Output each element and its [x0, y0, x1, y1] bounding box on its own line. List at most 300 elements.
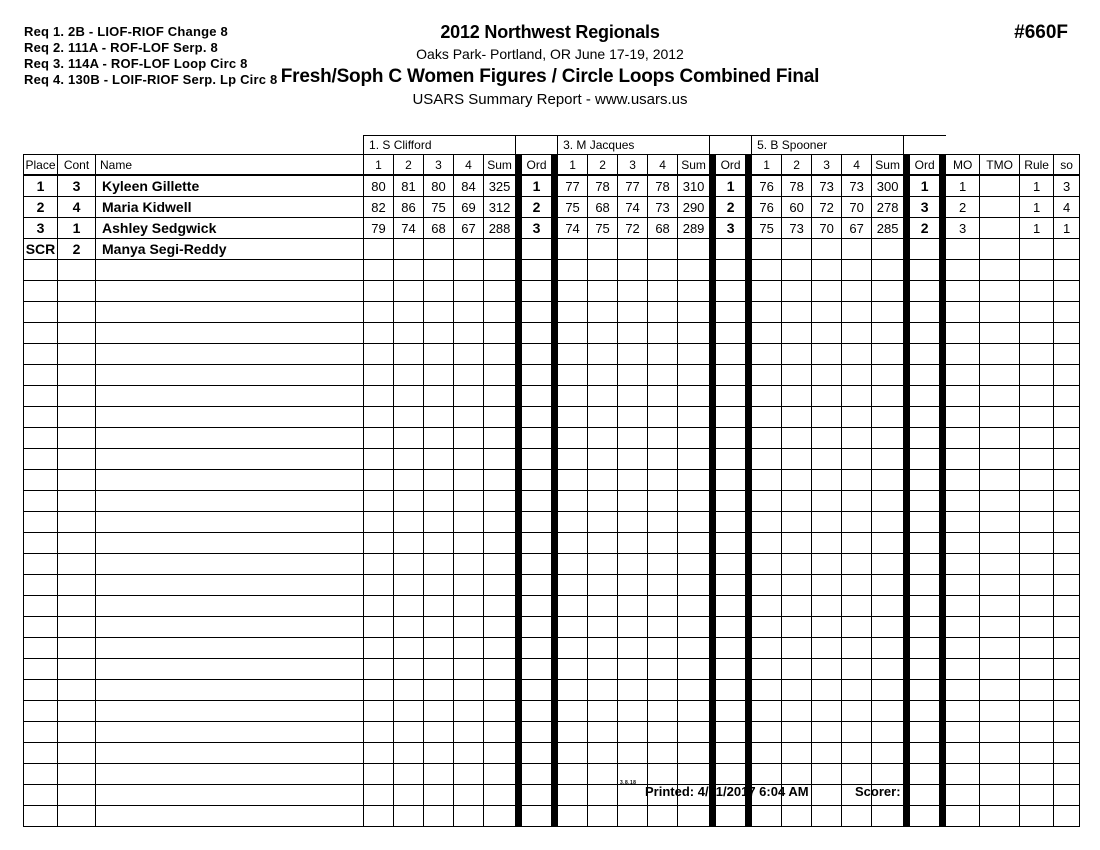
table-row-empty[interactable]	[24, 743, 1080, 764]
cell-judge1-score	[394, 512, 424, 533]
cell-judge2-score1: 74	[558, 218, 588, 239]
cell-judge1-score	[364, 722, 394, 743]
cell-judge2-score	[618, 365, 648, 386]
cell-so: 3	[1054, 175, 1080, 197]
cell-right	[980, 638, 1020, 659]
cell-judge1-score	[454, 512, 484, 533]
cell-place	[24, 365, 58, 386]
cell-judge3-ord	[910, 428, 940, 449]
table-row-empty[interactable]	[24, 365, 1080, 386]
cell-cont	[58, 743, 96, 764]
cell-judge3-score	[812, 743, 842, 764]
cell-judge3-ord	[910, 575, 940, 596]
cell-judge1-score	[394, 344, 424, 365]
cell-judge3-score	[812, 512, 842, 533]
header-judge2-ord: Ord	[716, 155, 746, 176]
cell-judge1-score	[454, 743, 484, 764]
cell-judge2-score	[618, 680, 648, 701]
cell-right	[946, 281, 980, 302]
cell-judge1-score	[484, 575, 516, 596]
cell-judge3-score	[782, 491, 812, 512]
cell-judge1-score	[394, 323, 424, 344]
cell-judge2-score	[648, 428, 678, 449]
cell-right	[946, 806, 980, 827]
cell-judge1-score	[484, 428, 516, 449]
cell-judge1-ord	[522, 428, 552, 449]
cell-judge1-score	[424, 386, 454, 407]
cell-judge2-score	[618, 575, 648, 596]
table-row-empty[interactable]	[24, 785, 1080, 806]
cell-judge1-score	[424, 344, 454, 365]
cell-name	[96, 533, 364, 554]
cell-judge3-sum: 285	[872, 218, 904, 239]
cell-judge1-sum: 325	[484, 175, 516, 197]
cell-cont	[58, 323, 96, 344]
header-judge1-col1: 1	[364, 155, 394, 176]
cell-right	[1054, 365, 1080, 386]
cell-right	[946, 554, 980, 575]
cell-judge3-score4: 70	[842, 197, 872, 218]
cell-judge3-score	[782, 281, 812, 302]
header-judge2-col4: 4	[648, 155, 678, 176]
cell-judge2-score	[588, 365, 618, 386]
cell-right	[1054, 302, 1080, 323]
cell-judge1-score	[484, 386, 516, 407]
cell-judge3-score	[872, 554, 904, 575]
cell-judge1-score	[424, 512, 454, 533]
judge-band-row	[24, 136, 1080, 155]
cell-name	[96, 743, 364, 764]
cell-cont	[58, 386, 96, 407]
header-judge1-col3: 3	[424, 155, 454, 176]
cell-right	[1054, 701, 1080, 722]
cell-judge1-score	[364, 764, 394, 785]
cell-judge1-score	[484, 281, 516, 302]
cell-right	[946, 575, 980, 596]
cell-judge1-score	[394, 449, 424, 470]
cell-right	[946, 680, 980, 701]
cell-judge3-score	[812, 722, 842, 743]
cell-right	[1020, 470, 1054, 491]
cell-judge3-score	[812, 428, 842, 449]
cell-cont	[58, 638, 96, 659]
cell-judge1-score	[364, 638, 394, 659]
cell-judge2-score3: 72	[618, 218, 648, 239]
cell-judge3-score	[872, 638, 904, 659]
cell-judge1-score	[454, 785, 484, 806]
cell-judge3-score	[782, 470, 812, 491]
cell-name	[96, 365, 364, 386]
cell-judge1-score	[364, 470, 394, 491]
cell-place	[24, 659, 58, 680]
table-row-empty[interactable]	[24, 260, 1080, 281]
cell-judge1-score	[394, 701, 424, 722]
cell-place	[24, 260, 58, 281]
cell-right	[1020, 344, 1054, 365]
cell-judge3-score	[752, 680, 782, 701]
cell-judge1-score	[484, 722, 516, 743]
cell-judge2-sum: 310	[678, 175, 710, 197]
cell-judge1-ord	[522, 491, 552, 512]
table-row-empty[interactable]	[24, 722, 1080, 743]
cell-place: 1	[24, 175, 58, 197]
table-row-empty[interactable]	[24, 764, 1080, 785]
cell-judge1-score	[394, 470, 424, 491]
cell-judge2-score	[648, 680, 678, 701]
cell-judge1-score	[424, 365, 454, 386]
cell-judge2-score	[558, 302, 588, 323]
cell-judge2-ord	[716, 764, 746, 785]
header-tmo: TMO	[980, 155, 1020, 176]
requirement-line-1: Req 1. 2B - LIOF-RIOF Change 8	[24, 24, 228, 39]
cell-judge3-score	[842, 365, 872, 386]
cell-judge1-score	[454, 533, 484, 554]
table-row-empty[interactable]	[24, 617, 1080, 638]
cell-right	[980, 617, 1020, 638]
cell-judge2-score2	[588, 239, 618, 260]
cell-judge2-ord	[716, 260, 746, 281]
cell-cont	[58, 722, 96, 743]
cell-judge3-score	[752, 302, 782, 323]
cell-right	[980, 680, 1020, 701]
table-row-empty[interactable]	[24, 701, 1080, 722]
table-row[interactable]	[24, 239, 1080, 260]
cell-cont: 1	[58, 218, 96, 239]
table-row[interactable]	[24, 175, 1080, 197]
cell-judge3-score	[812, 554, 842, 575]
cell-judge1-score	[424, 638, 454, 659]
cell-judge3-score	[872, 344, 904, 365]
cell-judge1-score	[394, 365, 424, 386]
cell-judge2-score4: 73	[648, 197, 678, 218]
table-row-empty[interactable]	[24, 323, 1080, 344]
cell-judge1-score	[394, 554, 424, 575]
cell-judge1-score	[394, 407, 424, 428]
header-cont: Cont	[58, 155, 96, 176]
cell-judge2-ord	[716, 386, 746, 407]
cell-judge2-score	[588, 743, 618, 764]
cell-judge3-score	[842, 470, 872, 491]
cell-judge1-score	[364, 302, 394, 323]
table-row-empty[interactable]	[24, 302, 1080, 323]
cell-judge1-score	[484, 680, 516, 701]
score-sheet	[23, 135, 1073, 827]
cell-judge2-score	[618, 638, 648, 659]
cell-right	[946, 533, 980, 554]
table-row-empty[interactable]	[24, 638, 1080, 659]
cell-right	[1054, 680, 1080, 701]
cell-judge1-score	[424, 281, 454, 302]
cell-judge2-ord	[716, 575, 746, 596]
cell-judge2-score	[648, 659, 678, 680]
cell-cont	[58, 701, 96, 722]
header-judge3-col5: Sum	[872, 155, 904, 176]
cell-right	[1020, 533, 1054, 554]
cell-name: Maria Kidwell	[96, 197, 364, 218]
cell-judge3-score	[782, 596, 812, 617]
table-row-empty[interactable]	[24, 344, 1080, 365]
cell-name	[96, 806, 364, 827]
table-row-empty[interactable]	[24, 533, 1080, 554]
cell-right	[980, 722, 1020, 743]
cell-judge1-score	[424, 260, 454, 281]
header-judge1-col5: Sum	[484, 155, 516, 176]
cell-judge1-ord	[522, 239, 552, 260]
cell-right	[946, 470, 980, 491]
cell-judge2-score	[678, 386, 710, 407]
cell-judge1-ord	[522, 470, 552, 491]
cell-judge3-score	[812, 302, 842, 323]
cell-right	[1054, 554, 1080, 575]
cell-judge1-score	[364, 365, 394, 386]
cell-judge2-ord	[716, 323, 746, 344]
cell-name	[96, 638, 364, 659]
cell-right	[1020, 428, 1054, 449]
cell-judge2-score	[558, 470, 588, 491]
table-row-empty[interactable]	[24, 512, 1080, 533]
cell-judge2-score	[558, 617, 588, 638]
cell-judge1-score	[394, 764, 424, 785]
cell-right	[1020, 302, 1054, 323]
cell-judge3-score	[752, 554, 782, 575]
cell-judge2-score	[678, 680, 710, 701]
cell-judge3-score4: 73	[842, 175, 872, 197]
cell-judge2-score	[588, 806, 618, 827]
cell-judge2-score	[648, 764, 678, 785]
cell-judge2-score	[648, 512, 678, 533]
cell-judge1-score	[394, 302, 424, 323]
cell-judge3-score	[872, 281, 904, 302]
cell-cont	[58, 470, 96, 491]
table-row-empty[interactable]	[24, 680, 1080, 701]
cell-judge1-ord	[522, 743, 552, 764]
cell-judge3-ord	[910, 281, 940, 302]
cell-judge3-score	[782, 386, 812, 407]
header-judge3-col1: 1	[752, 155, 782, 176]
cell-judge1-score	[484, 638, 516, 659]
cell-judge1-score	[484, 533, 516, 554]
table-row-empty[interactable]	[24, 407, 1080, 428]
cell-judge3-score	[872, 806, 904, 827]
cell-judge2-score	[618, 785, 648, 806]
cell-judge2-score	[648, 638, 678, 659]
cell-name	[96, 785, 364, 806]
cell-judge3-score	[752, 743, 782, 764]
cell-judge1-score	[364, 617, 394, 638]
cell-judge2-score	[648, 575, 678, 596]
cell-judge1-score	[484, 449, 516, 470]
header-rule: Rule	[1020, 155, 1054, 176]
cell-right	[1020, 554, 1054, 575]
cell-judge1-ord	[522, 701, 552, 722]
cell-judge1-score3: 68	[424, 218, 454, 239]
cell-right	[1020, 596, 1054, 617]
cell-judge1-ord	[522, 638, 552, 659]
table-row-empty[interactable]	[24, 281, 1080, 302]
cell-judge2-ord	[716, 491, 746, 512]
table-row-empty[interactable]	[24, 806, 1080, 827]
table-row-empty[interactable]	[24, 428, 1080, 449]
page-title: Fresh/Soph C Women Figures / Circle Loops Combined Final	[280, 66, 820, 87]
cell-judge2-ord	[716, 407, 746, 428]
report-version: 3.8.18	[620, 780, 637, 786]
cell-judge3-score	[782, 701, 812, 722]
cell-judge3-score	[872, 764, 904, 785]
cell-name	[96, 596, 364, 617]
cell-judge2-score2: 68	[588, 197, 618, 218]
cell-judge2-score	[558, 575, 588, 596]
cell-right	[1054, 596, 1080, 617]
cell-right	[1054, 764, 1080, 785]
cell-judge3-ord	[910, 722, 940, 743]
cell-right	[1054, 428, 1080, 449]
cell-place	[24, 533, 58, 554]
cell-judge3-score	[842, 701, 872, 722]
cell-judge2-score	[588, 260, 618, 281]
cell-judge3-ord	[910, 617, 940, 638]
table-row-empty[interactable]	[24, 554, 1080, 575]
cell-judge2-score2: 75	[588, 218, 618, 239]
cell-judge1-score	[364, 806, 394, 827]
cell-judge3-score	[752, 806, 782, 827]
cell-judge2-score	[558, 512, 588, 533]
cell-judge1-ord	[522, 764, 552, 785]
cell-judge3-ord: 3	[910, 197, 940, 218]
cell-right	[980, 743, 1020, 764]
cell-judge2-score3: 74	[618, 197, 648, 218]
cell-right	[980, 344, 1020, 365]
cell-judge2-score	[558, 680, 588, 701]
cell-judge1-ord	[522, 365, 552, 386]
judge-band-ord-gap	[522, 136, 552, 155]
cell-right	[980, 533, 1020, 554]
cell-right	[946, 365, 980, 386]
cell-judge2-score	[678, 512, 710, 533]
cell-judge2-score	[618, 596, 648, 617]
cell-judge3-score	[782, 680, 812, 701]
cell-name: Manya Segi-Reddy	[96, 239, 364, 260]
cell-judge2-score	[588, 617, 618, 638]
cell-rule	[1020, 239, 1054, 260]
cell-rule: 1	[1020, 197, 1054, 218]
header-judge1-col2: 2	[394, 155, 424, 176]
table-row-empty[interactable]	[24, 659, 1080, 680]
cell-judge1-score	[454, 449, 484, 470]
cell-judge3-score	[812, 260, 842, 281]
cell-judge2-ord: 2	[716, 197, 746, 218]
table-row[interactable]	[24, 218, 1080, 239]
cell-judge2-score	[618, 323, 648, 344]
cell-right	[1020, 491, 1054, 512]
cell-judge2-score	[558, 533, 588, 554]
cell-judge3-ord	[910, 596, 940, 617]
cell-judge1-score2: 86	[394, 197, 424, 218]
cell-right	[946, 323, 980, 344]
table-row-empty[interactable]	[24, 470, 1080, 491]
cell-judge2-score	[618, 659, 648, 680]
table-row-empty[interactable]	[24, 575, 1080, 596]
cell-judge3-score1	[752, 239, 782, 260]
cell-judge2-score	[678, 428, 710, 449]
cell-judge2-score	[588, 407, 618, 428]
table-row[interactable]	[24, 197, 1080, 218]
cell-judge1-ord	[522, 386, 552, 407]
cell-judge3-ord: 2	[910, 218, 940, 239]
cell-judge3-ord	[910, 470, 940, 491]
cell-judge2-score	[588, 533, 618, 554]
cell-judge3-score	[872, 365, 904, 386]
cell-judge3-score	[872, 260, 904, 281]
cell-judge3-score	[812, 680, 842, 701]
cell-judge2-score	[678, 764, 710, 785]
cell-place	[24, 281, 58, 302]
cell-judge3-score	[842, 260, 872, 281]
cell-right	[946, 344, 980, 365]
cell-right	[1054, 743, 1080, 764]
cell-right	[980, 407, 1020, 428]
cell-judge2-score	[678, 722, 710, 743]
cell-judge1-score	[484, 302, 516, 323]
cell-place	[24, 512, 58, 533]
cell-judge3-ord	[910, 407, 940, 428]
cell-judge3-score	[752, 365, 782, 386]
cell-right	[946, 722, 980, 743]
cell-judge3-score	[872, 302, 904, 323]
cell-judge1-score	[484, 701, 516, 722]
cell-judge2-score	[558, 638, 588, 659]
header-judge2-col1: 1	[558, 155, 588, 176]
cell-right	[980, 764, 1020, 785]
cell-judge2-score	[678, 365, 710, 386]
cell-judge2-score	[678, 470, 710, 491]
cell-judge2-score4	[648, 239, 678, 260]
cell-judge2-score3	[618, 239, 648, 260]
cell-judge3-score	[752, 722, 782, 743]
table-row-empty[interactable]	[24, 449, 1080, 470]
cell-judge3-score	[842, 596, 872, 617]
cell-judge1-score	[394, 638, 424, 659]
cell-judge2-ord	[716, 512, 746, 533]
header-name: Name	[96, 155, 364, 176]
cell-judge2-score	[588, 428, 618, 449]
table-row-empty[interactable]	[24, 491, 1080, 512]
cell-judge3-score	[782, 533, 812, 554]
cell-judge2-score	[618, 260, 648, 281]
header-place: Place	[24, 155, 58, 176]
cell-place: SCR	[24, 239, 58, 260]
table-row-empty[interactable]	[24, 386, 1080, 407]
event-number: #660F	[1014, 22, 1068, 43]
cell-cont: 3	[58, 175, 96, 197]
cell-judge3-score	[842, 323, 872, 344]
cell-judge2-score	[678, 491, 710, 512]
cell-judge1-ord	[522, 281, 552, 302]
cell-judge3-score	[872, 428, 904, 449]
cell-place: 3	[24, 218, 58, 239]
cell-judge1-score	[364, 281, 394, 302]
cell-judge1-score	[454, 365, 484, 386]
cell-judge1-ord	[522, 722, 552, 743]
table-row-empty[interactable]	[24, 596, 1080, 617]
cell-judge1-score	[424, 617, 454, 638]
cell-judge2-ord	[716, 638, 746, 659]
cell-judge1-score	[454, 659, 484, 680]
cell-judge3-score	[842, 344, 872, 365]
cell-cont	[58, 449, 96, 470]
cell-judge1-score	[394, 491, 424, 512]
cell-judge2-score	[588, 449, 618, 470]
scorer-label: Scorer:	[855, 784, 901, 799]
